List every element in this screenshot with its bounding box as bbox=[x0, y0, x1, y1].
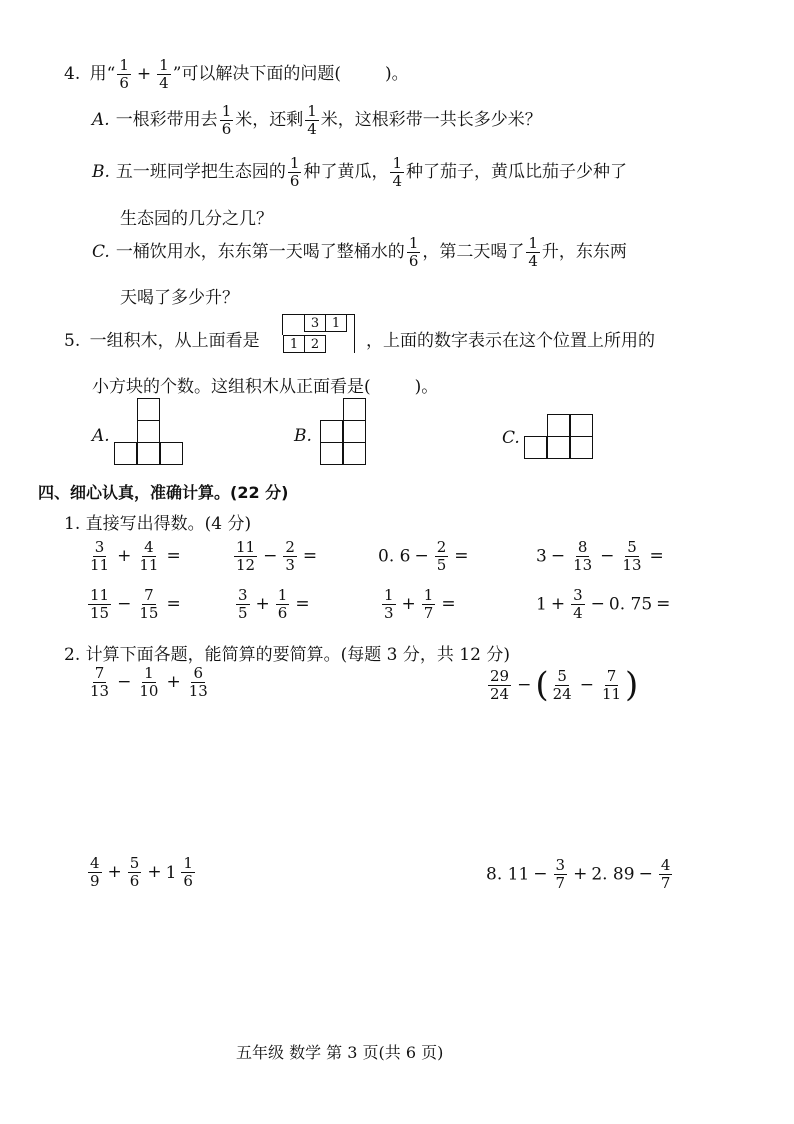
q4-frac1-num: 1 bbox=[119, 56, 129, 74]
frac-den: 13 bbox=[573, 556, 593, 574]
q4-frac2 bbox=[157, 58, 171, 91]
option-text: 一根彩带用去 bbox=[115, 110, 218, 130]
option-text: 种了黄瓜， bbox=[303, 162, 389, 182]
frac-den: 7 bbox=[660, 874, 671, 892]
frac-den: 11 bbox=[90, 556, 110, 574]
q4-option-c[interactable] bbox=[92, 236, 627, 269]
frac-den: 13 bbox=[188, 682, 208, 700]
calc-item bbox=[536, 540, 668, 573]
q4-prefix: 用“ bbox=[89, 64, 116, 84]
equals: = bbox=[166, 594, 181, 614]
frac-num: 11 bbox=[90, 586, 110, 604]
frac-num: 29 bbox=[490, 666, 510, 685]
right-paren: ) bbox=[625, 665, 639, 705]
q4-frac1-den: 6 bbox=[119, 74, 129, 92]
operator: + bbox=[166, 672, 181, 692]
operator: + bbox=[550, 594, 566, 614]
calc-item bbox=[380, 588, 460, 621]
option-letter: C. bbox=[92, 242, 110, 262]
frac-den: 4 bbox=[573, 604, 583, 622]
operator: − bbox=[533, 864, 548, 884]
sub1-label: 1. 直接写出得数。(4 分) bbox=[64, 514, 252, 534]
q5-stem bbox=[64, 326, 260, 351]
frac-den: 5 bbox=[238, 604, 248, 622]
frac-den: 7 bbox=[423, 604, 434, 622]
number: 3 bbox=[536, 546, 547, 567]
cube bbox=[114, 442, 137, 465]
frac-num: 8 bbox=[577, 538, 588, 556]
equals: = bbox=[454, 546, 469, 566]
problem-2 bbox=[486, 665, 639, 705]
frac-num: 7 bbox=[606, 666, 617, 685]
grid-frame-right bbox=[346, 314, 355, 353]
operator: − bbox=[517, 674, 532, 695]
frac-num: 1 bbox=[408, 234, 419, 252]
frac-num: 1 bbox=[221, 102, 232, 120]
option-text: 一桶饮用水，东东第一天喝了整桶水的 bbox=[115, 242, 405, 262]
frac-den: 3 bbox=[384, 604, 394, 622]
frac-num: 3 bbox=[573, 586, 583, 604]
q5-text: 一组积木，从上面看是 bbox=[89, 331, 260, 351]
cube bbox=[137, 420, 160, 443]
frac-num: 2 bbox=[285, 538, 295, 556]
calc-item bbox=[234, 588, 314, 621]
whole-number: 1 bbox=[165, 862, 177, 883]
q5-line2 bbox=[92, 372, 438, 397]
cube bbox=[547, 414, 570, 437]
frac-den: 15 bbox=[90, 604, 110, 622]
number: 2. 89 bbox=[591, 864, 635, 885]
equals: = bbox=[166, 546, 181, 566]
cube bbox=[160, 442, 183, 465]
calc-item bbox=[86, 588, 185, 621]
frac-den: 6 bbox=[221, 120, 232, 138]
frac-num: 7 bbox=[144, 586, 154, 604]
q5-text-after-grid: ，上面的数字表示在这个位置上所用的 bbox=[366, 331, 655, 351]
cube bbox=[343, 398, 366, 421]
frac-num: 3 bbox=[555, 856, 566, 874]
calc-item bbox=[378, 540, 473, 573]
grid-frame-left bbox=[282, 314, 305, 335]
cube bbox=[343, 420, 366, 443]
option-frac bbox=[288, 156, 302, 189]
frac-num: 2 bbox=[436, 538, 447, 556]
operator: − bbox=[579, 674, 594, 695]
operator: + bbox=[401, 594, 416, 614]
frac-den: 24 bbox=[552, 684, 572, 703]
left-paren: ( bbox=[535, 665, 549, 705]
frac-num: 11 bbox=[236, 538, 256, 556]
frac-den: 4 bbox=[528, 252, 538, 270]
cube bbox=[570, 436, 593, 459]
operator: + bbox=[147, 862, 162, 882]
operator: + bbox=[255, 594, 270, 614]
q5-option-a-figure bbox=[114, 398, 186, 468]
q4-stem bbox=[64, 58, 409, 91]
operator: − bbox=[638, 864, 653, 884]
q4-number: 4. bbox=[64, 64, 81, 84]
q4-option-a[interactable] bbox=[92, 104, 542, 137]
frac-num: 4 bbox=[660, 856, 671, 874]
cube bbox=[547, 436, 570, 459]
frac-den: 13 bbox=[90, 682, 110, 700]
frac-den: 4 bbox=[307, 120, 317, 138]
option-frac bbox=[526, 236, 540, 269]
frac-num: 3 bbox=[94, 538, 105, 556]
frac-num: 5 bbox=[627, 538, 637, 556]
option-frac bbox=[220, 104, 234, 137]
operator: − bbox=[263, 546, 278, 566]
frac-den: 6 bbox=[183, 872, 193, 890]
q4-suffix: ”可以解决下面的问题( bbox=[172, 64, 342, 84]
calc-item bbox=[232, 540, 321, 573]
frac-num: 1 bbox=[307, 102, 317, 120]
q4-plus: + bbox=[136, 64, 152, 84]
operator: + bbox=[573, 864, 588, 884]
frac-den: 24 bbox=[490, 684, 510, 703]
q4-close: )。 bbox=[385, 64, 409, 84]
option-text: 五一班同学把生态园的 bbox=[115, 162, 286, 182]
frac-num: 1 bbox=[289, 154, 300, 172]
operator: − bbox=[590, 594, 605, 614]
q5-option-b-letter[interactable]: B. bbox=[294, 426, 312, 446]
frac-den: 15 bbox=[139, 604, 159, 622]
top-view-grid bbox=[282, 314, 362, 358]
option-frac bbox=[407, 236, 421, 269]
option-text: ，第二天喝了 bbox=[422, 242, 525, 262]
number: 0. 6 bbox=[378, 546, 411, 567]
cube bbox=[524, 436, 547, 459]
q5-option-c-figure bbox=[524, 414, 598, 464]
page-footer: 五年级 数学 第 3 页(共 6 页) bbox=[236, 1043, 444, 1062]
frac-num: 4 bbox=[90, 854, 100, 872]
option-letter: A. bbox=[92, 110, 110, 130]
frac-den: 3 bbox=[285, 556, 295, 574]
option-frac bbox=[390, 156, 404, 189]
grid-cell: 3 bbox=[304, 314, 326, 332]
q5-close: )。 bbox=[414, 377, 439, 397]
frac-den: 6 bbox=[129, 872, 140, 890]
problem-4 bbox=[486, 858, 674, 891]
frac-num: 1 bbox=[183, 854, 193, 872]
frac-num: 1 bbox=[277, 586, 288, 604]
q4-frac2-den: 4 bbox=[159, 74, 169, 92]
cube bbox=[570, 414, 593, 437]
option-text: 种了茄子，黄瓜比茄子少种了 bbox=[406, 162, 627, 182]
q5-option-a-letter[interactable]: A. bbox=[92, 426, 110, 446]
operator: + bbox=[107, 862, 122, 882]
operator: − bbox=[600, 546, 615, 566]
section4-title: 四、细心认真，准确计算。(22 分) bbox=[38, 483, 289, 502]
equals: = bbox=[649, 546, 664, 566]
frac-den: 12 bbox=[236, 556, 256, 574]
frac-num: 6 bbox=[193, 664, 203, 682]
equals: = bbox=[656, 594, 671, 614]
cube bbox=[343, 442, 366, 465]
option-frac bbox=[305, 104, 319, 137]
number: 0. 75 bbox=[608, 594, 653, 615]
q5-number: 5. bbox=[64, 331, 81, 351]
q4-frac1 bbox=[117, 58, 131, 91]
frac-den: 13 bbox=[622, 556, 642, 574]
q5-line2-text: 小方块的个数。这组积木从正面看是( bbox=[92, 377, 371, 397]
frac-den: 9 bbox=[90, 872, 100, 890]
frac-num: 5 bbox=[129, 854, 140, 872]
operator: − bbox=[117, 594, 132, 614]
problem-1 bbox=[86, 666, 212, 699]
operator: − bbox=[414, 546, 429, 566]
calc-item bbox=[86, 540, 185, 573]
frac-num: 5 bbox=[557, 666, 567, 685]
equals: = bbox=[295, 594, 310, 614]
grid-cell: 1 bbox=[283, 335, 305, 353]
operator: − bbox=[117, 672, 132, 692]
q5-option-b-figure bbox=[320, 398, 370, 468]
grid-cell: 1 bbox=[325, 314, 347, 332]
frac-num: 3 bbox=[238, 586, 248, 604]
option-text: 升，东东两 bbox=[541, 242, 627, 262]
calc-item bbox=[536, 588, 674, 621]
frac-num: 1 bbox=[423, 586, 434, 604]
grid-cell: 2 bbox=[304, 335, 326, 353]
frac-num: 7 bbox=[94, 664, 105, 682]
frac-den: 7 bbox=[555, 874, 566, 892]
cube bbox=[137, 442, 160, 465]
problem-3 bbox=[86, 856, 197, 889]
frac-num: 1 bbox=[528, 234, 538, 252]
option-text: 米，这根彩带一共长多少米？ bbox=[320, 110, 542, 130]
operator: − bbox=[550, 546, 566, 566]
frac-den: 10 bbox=[139, 682, 159, 700]
number: 8. 11 bbox=[486, 864, 530, 885]
frac-den: 6 bbox=[289, 172, 300, 190]
option-letter: B. bbox=[92, 162, 110, 182]
frac-den: 11 bbox=[139, 556, 159, 574]
frac-den: 5 bbox=[436, 556, 447, 574]
equals: = bbox=[302, 546, 318, 566]
q4-option-c-line2: 天喝了多少升？ bbox=[120, 288, 239, 308]
equals: = bbox=[441, 594, 456, 614]
frac-num: 1 bbox=[144, 664, 154, 682]
frac-den: 6 bbox=[277, 604, 288, 622]
q4-option-b[interactable] bbox=[92, 156, 627, 189]
cube bbox=[320, 420, 343, 443]
q5-option-c-letter[interactable]: C. bbox=[502, 428, 520, 448]
frac-num: 4 bbox=[144, 538, 154, 556]
frac-den: 6 bbox=[408, 252, 419, 270]
sub2-label: 2. 计算下面各题，能简算的要简算。(每题 3 分，共 12 分) bbox=[64, 645, 510, 665]
number: 1 bbox=[536, 594, 547, 615]
option-text: 米，还剩 bbox=[235, 110, 304, 130]
frac-den: 4 bbox=[392, 172, 402, 190]
cube bbox=[320, 442, 343, 465]
q4-frac2-num: 1 bbox=[159, 56, 169, 74]
frac-num: 1 bbox=[392, 154, 402, 172]
cube bbox=[137, 398, 160, 421]
frac-den: 11 bbox=[601, 684, 622, 703]
frac-num: 1 bbox=[384, 586, 394, 604]
q4-option-b-line2: 生态园的几分之几？ bbox=[120, 209, 273, 229]
operator: + bbox=[117, 546, 132, 566]
